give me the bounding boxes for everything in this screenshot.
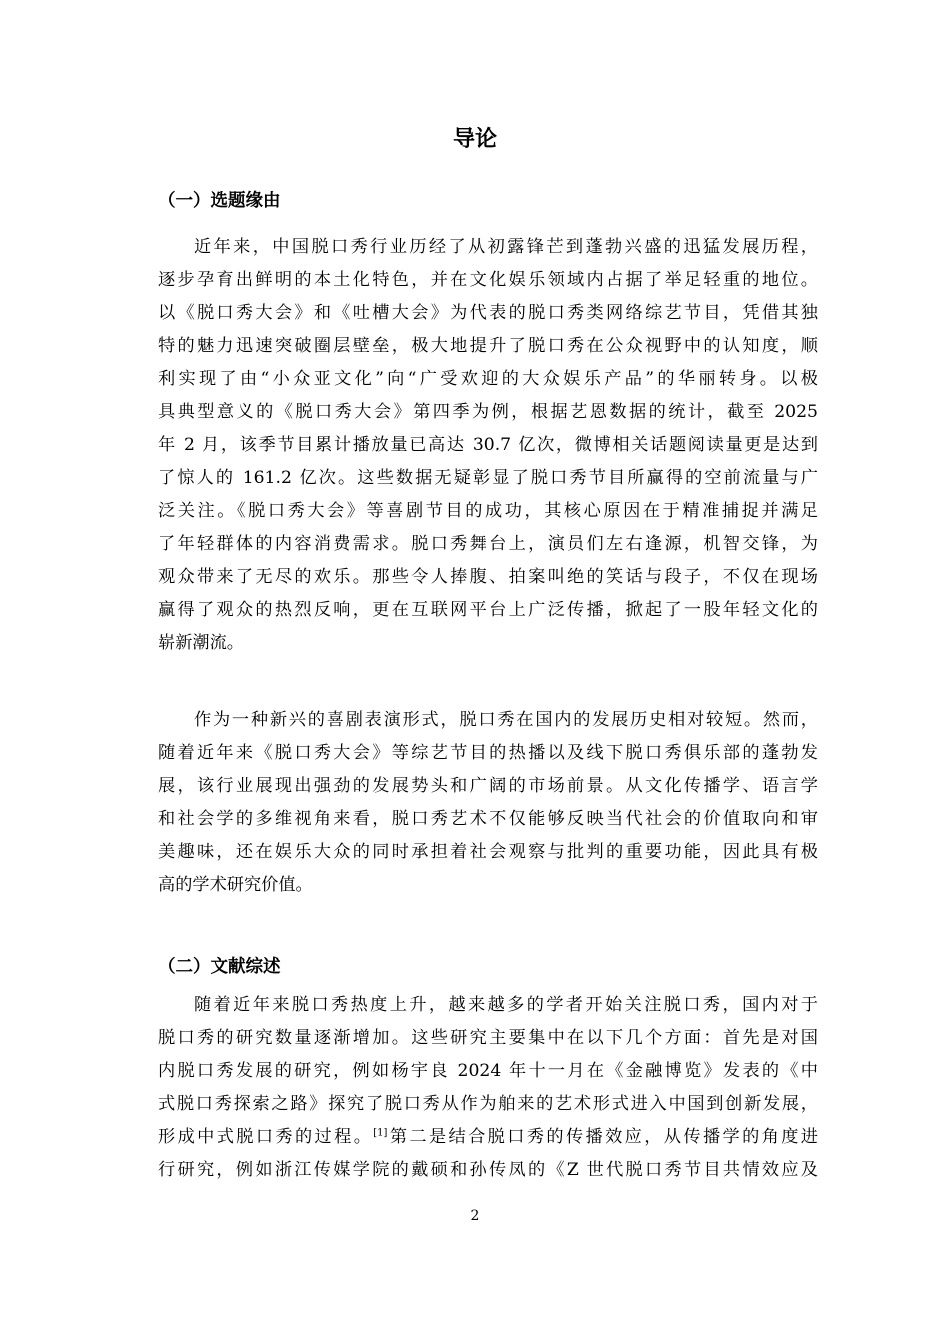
citation-text-after: 第二是结合脱口秀的传播效应，从传播学的角度进 (387, 1127, 818, 1147)
paragraph-line: 近年来，中国脱口秀行业历经了从初露锋芒到蓬勃兴盛的迅猛发展历程， (194, 237, 818, 257)
paragraph-line: 逐步孕育出鲜明的本土化特色，并在文化娱乐领域内占据了举足轻重的地位。 (158, 270, 818, 290)
paragraph-line: 内脱口秀发展的研究，例如杨宇良 2024 年十一月在《金融博览》发表的《中 (158, 1061, 818, 1081)
paragraph-line-with-citation (158, 1121, 818, 1154)
paragraph-line: 崭新潮流。 (158, 633, 244, 653)
paragraph-line: 随着近年来《脱口秀大会》等综艺节目的热播以及线下脱口秀俱乐部的蓬勃发 (158, 743, 818, 763)
paragraph-line: 了年轻群体的内容消费需求。脱口秀舞台上，演员们左右逢源，机智交锋，为 (158, 534, 818, 554)
page-title: 导论 (452, 127, 497, 152)
paragraph-line: 利实现了由“小众亚文化”向“广受欢迎的大众娱乐产品”的华丽转身。以极 (158, 369, 818, 389)
citation-mark: [1] (373, 1127, 388, 1139)
citation-text-before: 形成中式脱口秀的过程。 (158, 1127, 374, 1147)
paragraph-line: 赢得了观众的热烈反响，更在互联网平台上广泛传播，掀起了一股年轻文化的 (158, 600, 818, 620)
page-number: 2 (470, 1208, 480, 1224)
paragraph-line: 特的魅力迅速突破圈层壁垒，极大地提升了脱口秀在公众视野中的认知度，顺 (158, 336, 818, 356)
paragraph-line: 以《脱口秀大会》和《吐槽大会》为代表的脱口秀类网络综艺节目，凭借其独 (158, 303, 818, 323)
paragraph-line: 观众带来了无尽的欢乐。那些令人捧腹、拍案叫绝的笑话与段子，不仅在现场 (158, 567, 818, 587)
paragraph-line: 展，该行业展现出强劲的发展势头和广阔的市场前景。从文化传播学、语言学 (158, 776, 818, 796)
paragraph-line: 了惊人的 161.2 亿次。这些数据无疑彰显了脱口秀节目所赢得的空前流量与广 (158, 468, 818, 488)
paragraph-1 (158, 231, 818, 660)
paragraph-line: 行研究，例如浙江传媒学院的戴硕和孙传凤的《Z 世代脱口秀节目共情效应及 (158, 1160, 818, 1180)
paragraph-line: 美趣味，还在娱乐大众的同时承担着社会观察与批判的重要功能，因此具有极 (158, 842, 818, 862)
paragraph-line: 式脱口秀探索之路》探究了脱口秀从作为舶来的艺术形式进入中国到创新发展， (158, 1094, 818, 1114)
paragraph-line: 作为一种新兴的喜剧表演形式，脱口秀在国内的发展历史相对较短。然而， (194, 710, 818, 730)
paragraph-line: 泛关注。《脱口秀大会》等喜剧节目的成功，其核心原因在于精准捕捉并满足 (158, 501, 818, 521)
paragraph-line: 和社会学的多维视角来看，脱口秀艺术不仅能够反映当代社会的价值取向和审 (158, 809, 818, 829)
paragraph-line: 年 2 月，该季节目累计播放量已高达 30.7 亿次，微博相关话题阅读量更是达到 (158, 435, 818, 455)
section-heading-1: （一）选题缘由 (158, 191, 281, 211)
paragraph-line: 随着近年来脱口秀热度上升，越来越多的学者开始关注脱口秀，国内对于 (194, 995, 818, 1015)
paragraph-line: 脱口秀的研究数量逐渐增加。这些研究主要集中在以下几个方面：首先是对国 (158, 1028, 818, 1048)
paragraph-3 (158, 989, 818, 1187)
paragraph-2 (158, 704, 818, 902)
section-heading-2: （二）文献综述 (158, 957, 281, 977)
paragraph-line: 具典型意义的《脱口秀大会》第四季为例，根据艺恩数据的统计，截至 2025 (158, 402, 818, 422)
paragraph-line: 高的学术研究价值。 (158, 875, 313, 895)
